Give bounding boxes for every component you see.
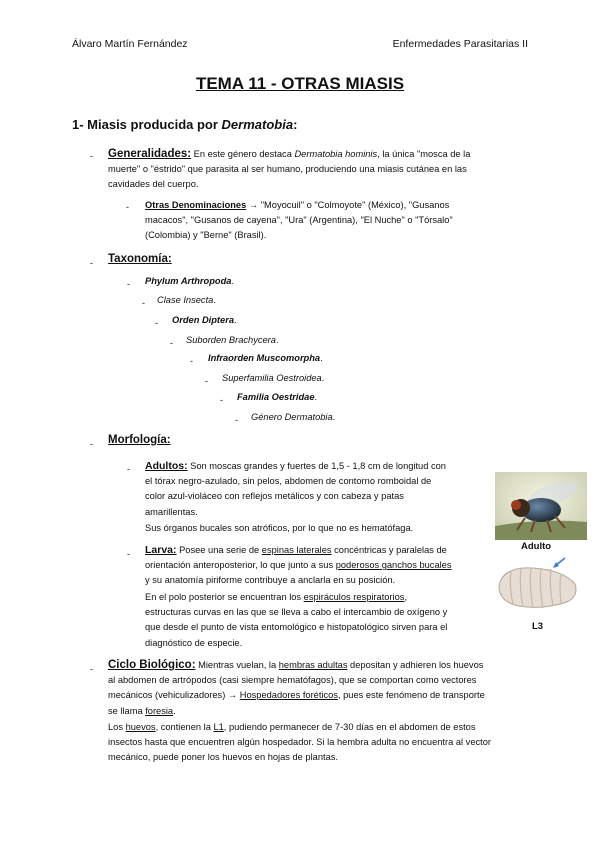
ciclo-huevos-paragraph: Los huevos, contienen la L1, pudiendo permanecer de 7-30 días en el abdomen de estos insectos hasta que encuentren algún hospedador. Si la hembra adulta no encuentra al vector mecánico, puede poner los huevos en hojas de plantas. [108,722,491,763]
bullet-marker: - [127,279,130,289]
bullet-marker: - [190,356,193,366]
taxonomia-heading: Taxonomía: [108,253,172,265]
larva-detail: En el polo posterior se encuentran los espiráculos respiratorios, estructuras curvas en las que se lleva a cabo el intercambio de oxígeno y que desde el punto de vista entomológico e histopatológico sirven para el diagnóstico de especie. [145,592,448,648]
larva-paragraph: Larva: Posee una serie de espinas laterales concéntricas y paralelas de orientación anteroposterior, lo que junto a sus poderosos ganchos bucales y su anatomía piriforme contribuye a anclarla en su posición. [145,544,452,586]
taxon-phylum: Phylum Arthropoda. [145,276,235,286]
larva-illustration [493,556,585,618]
header-subject: Enfermedades Parasitarias II [392,38,528,50]
denominaciones-heading: Otras Denominaciones [145,200,247,210]
bullet-marker: - [205,376,208,386]
bullet-marker: - [127,464,130,474]
taxon-infraorden: Infraorden Muscomorpha. [208,353,323,363]
header-author: Álvaro Martín Fernández [72,38,188,50]
bullet-marker: - [220,395,223,405]
generalidades-heading: Generalidades: [108,148,192,160]
taxon-familia: Familia Oestridae. [237,392,318,402]
taxon-genero: Género Dermatobia. [251,412,336,422]
bullet-marker: - [90,664,93,674]
denominaciones-paragraph: Otras Denominaciones → "Moyocuil" o "Colmoyote" (México), "Gusanos macacos", "Gusanos de cayena", "Ura" (Argentina), "El Nuche" o "Tórsalo" (Colombia) y "Berne" (Brasil). [145,200,453,241]
bullet-marker: - [155,318,158,328]
bullet-marker: - [90,258,93,268]
taxon-superfamilia: Superfamilia Oestroidea. [222,373,325,383]
bullet-marker: - [127,549,130,559]
larva-heading: Larva: [145,544,177,556]
taxon-orden: Orden Diptera. [172,315,237,325]
adult-fly-image [495,472,587,540]
fly-illustration [495,472,587,540]
adultos-heading: Adultos: [145,460,188,472]
adultos-note: Sus órganos bucales son atróficos, por lo que no es hematófaga. [145,523,414,533]
page-title: TEMA 11 - OTRAS MIASIS [195,74,405,93]
bullet-marker: - [142,298,145,308]
taxon-suborden: Suborden Brachycera. [186,335,279,345]
bullet-marker: - [90,151,93,161]
taxon-clase: Clase Insecta. [157,295,216,305]
larva-caption: L3 [532,621,544,632]
adultos-paragraph: Adultos: Son moscas grandes y fuertes de 1,5 - 1,8 cm de longitud con el tórax negro-azulado, sin pelos, abdomen de contorno romboidal de color azul-violáceo con reflejos metálicos y con cabeza y patas amarillentas. [145,460,446,517]
larva-image [493,556,585,618]
bullet-marker: - [126,202,129,212]
adult-caption: Adulto [521,541,552,552]
bullet-marker: - [170,338,173,348]
generalidades-paragraph: Generalidades: En este género destaca Dermatobia hominis, la única "mosca de la muerte" o "éstrido" que parasita al ser humano, produciendo una miasis cutánea en las cavidades del cuerpo. [108,148,471,190]
bullet-marker: - [90,439,93,449]
bullet-marker: - [235,415,238,425]
ciclo-paragraph: Ciclo Biológico: Mientras vuelan, la hembras adultas depositan y adhieren los huevos al abdomen de artrópodos (casi siempre hematófagos), que se comportan como vectores mecánicos (vehiculizadores) → Hospedadores foréticos, pues este fenómeno de transporte se llama foresia. [108,659,485,716]
morfologia-heading: Morfología: [108,434,171,446]
section-heading: 1- Miasis producida por Dermatobia: [72,117,298,132]
ciclo-heading: Ciclo Biológico: [108,659,196,671]
